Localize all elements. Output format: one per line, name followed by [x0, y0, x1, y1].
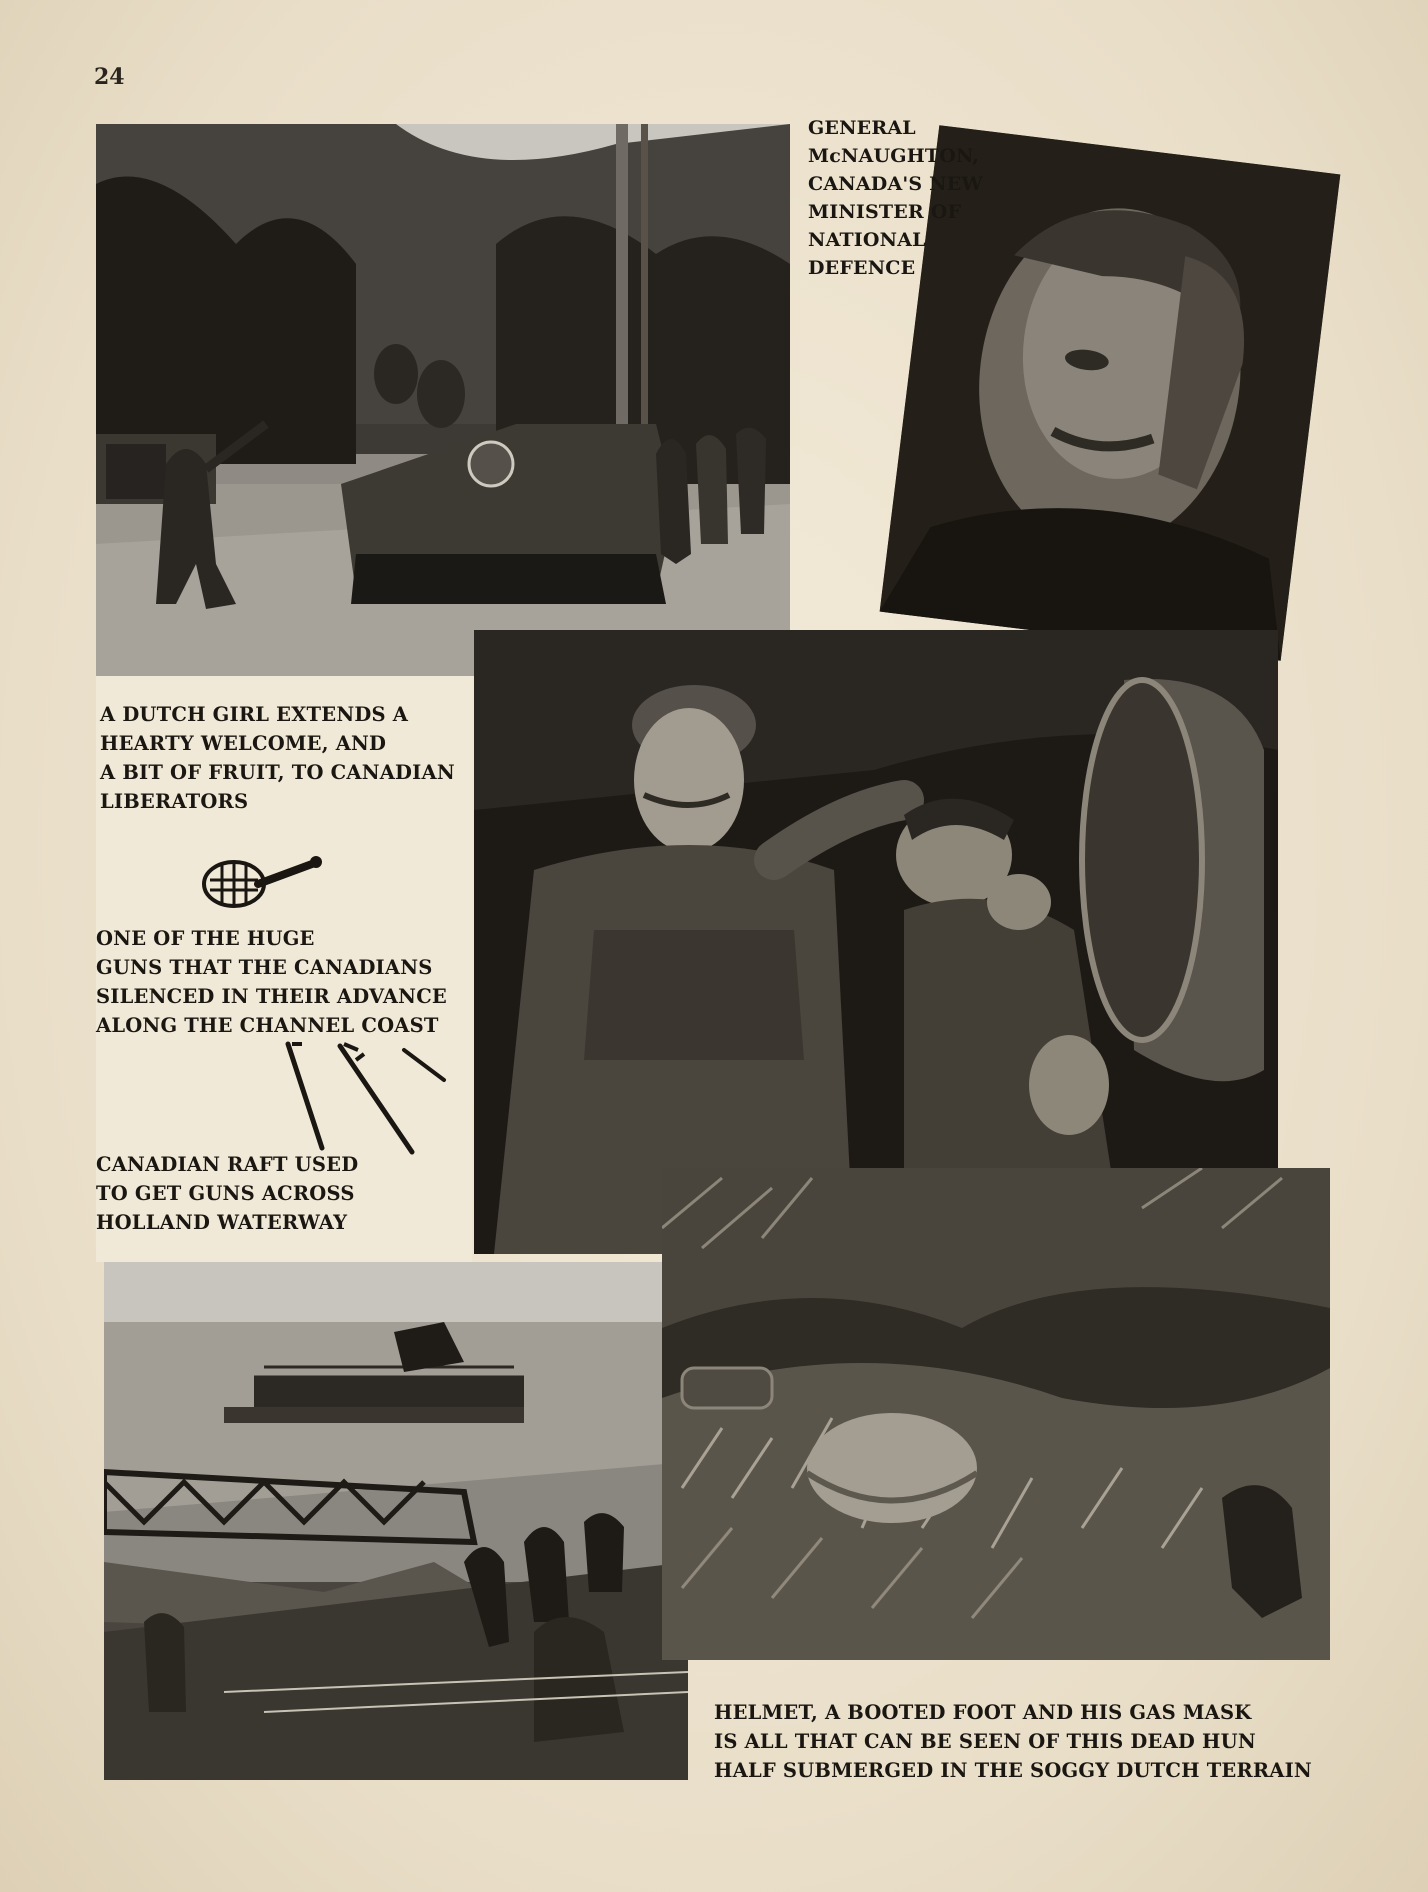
photo-raft-waterway — [104, 1262, 688, 1780]
caption-huge-gun: ONE OF THE HUGE GUNS THAT THE CANADIANS SILENCED IN THEIR ADVANCE ALONG THE CHANNEL COAST — [96, 927, 447, 1037]
page-number: 24 — [94, 64, 125, 90]
caption-dutch-girl: A DUTCH GIRL EXTENDS A HEARTY WELCOME, AND A BIT OF FRUIT, TO CANADIAN LIBERATORS — [100, 703, 455, 813]
photo-soldiers-hatch — [474, 630, 1278, 1254]
carrier-photo-art — [96, 124, 790, 676]
helmet-photo-art — [662, 1168, 1330, 1660]
caption-raft: CANADIAN RAFT USED TO GET GUNS ACROSS HOLLAND WATERWAY — [96, 1153, 359, 1234]
grenade-sketch-icon — [196, 850, 336, 920]
caption-mcnaughton: GENERAL McNAUGHTON, CANADA'S NEW MINISTER OF NATIONAL DEFENCE — [808, 117, 983, 279]
soldiers-photo-art — [474, 630, 1278, 1254]
bayonet-sketch-icon — [282, 1040, 452, 1160]
photo-dutch-girl-carrier — [96, 124, 790, 676]
raft-photo-art — [104, 1262, 688, 1780]
photo-helmet-terrain — [662, 1168, 1330, 1660]
caption-helmet: HELMET, A BOOTED FOOT AND HIS GAS MASK IS ALL THAT CAN BE SEEN OF THIS DEAD HUN HALF SUBMERGED IN THE SOGGY DUTCH TERRAIN — [714, 1701, 1312, 1782]
